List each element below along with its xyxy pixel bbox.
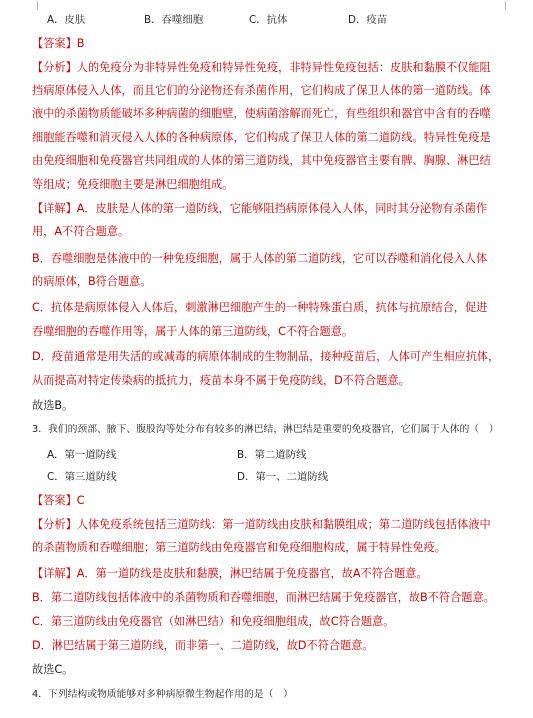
q3-option-b: B．第二道防线 xyxy=(237,449,307,461)
q2-analysis-line: 液中的杀菌物质能破坏多种病菌的细胞壁，使病菌溶解而死亡，有些组织和器官中含有的吞噬 xyxy=(32,107,491,120)
q2-detail-line: 【详解】A．皮肤是人体的第一道防线，它能够阻挡病原体侵入人体，同时其分泌物有杀菌作 xyxy=(32,202,488,215)
q2-detail-line: D．疫苗通常是用失活的或减毒的病原体制成的生物制品，接种疫苗后，人体可产生相应抗体， xyxy=(32,350,500,363)
q2-conclusion: 故选B。 xyxy=(32,399,74,412)
q3-option-a: A．第一道防线 xyxy=(47,449,117,461)
q2-analysis-line: 【分析】人的免疫分为非特异性免疫和特异性免疫，非特异性免疫包括：皮肤和黏膜不仅能阻 xyxy=(32,61,491,74)
q2-detail-line: 的病原体，B符合题意。 xyxy=(32,275,152,288)
q3-stem: 3．我们的颈部、腋下、腹股沟等处分布有较多的淋巴结，淋巴结是重要的免疫器官，它们属于人体的（ ） xyxy=(32,424,499,435)
q3-answer: 【答案】C xyxy=(32,494,85,507)
q2-answer: 【答案】B xyxy=(32,37,85,50)
q2-analysis-line: 细胞能吞噬和消灭侵入人体的各种病原体，它们构成了保卫人体的第二道防线。特异性免疫是 xyxy=(32,131,491,144)
q3-detail-line: C．第三道防线由免疫器官（如淋巴结）和免疫细胞组成，故C符合题意。 xyxy=(32,615,395,628)
page-corner-mark-left xyxy=(28,1,38,10)
q3-option-d: D．第一、二道防线 xyxy=(237,471,329,483)
q2-detail-line: B．吞噬细胞是体液中的一种免疫细胞，属于人体的第二道防线，它可以吞噬和消化侵入人体 xyxy=(32,252,488,265)
q2-detail-line: 从而提高对特定传染病的抵抗力，疫苗本身不属于免疫防线，D不符合题意。 xyxy=(32,374,410,387)
page-corner-mark-right xyxy=(505,1,515,10)
q2-detail-line: 吞噬细胞的吞噬作用等，属于人体的第三道防线，C不符合题意。 xyxy=(32,325,354,338)
q3-analysis-line: 【分析】人体免疫系统包括三道防线：第一道防线由皮肤和黏膜组成；第二道防线包括体液中 xyxy=(32,518,491,531)
q3-detail-line: B．第二道防线包括体液中的杀菌物质和吞噬细胞，而淋巴结属于免疫器官，故B不符合题意。 xyxy=(32,591,495,604)
q2-detail-line: 用，A不符合题意。 xyxy=(32,225,130,238)
q3-detail-line: 【详解】A．第一道防线是皮肤和黏膜，淋巴结属于免疫器官，故A不符合题意。 xyxy=(32,567,428,580)
q4-stem: 4．下列结构或物质能够对多种病原微生物起作用的是（ ） xyxy=(32,689,293,700)
q2-analysis-line: 等组成；免疫细胞主要是淋巴细胞组成。 xyxy=(32,178,234,191)
q2-analysis-line: 由免疫细胞和免疫器官共同组成的人体的第三道防线，其中免疫器官主要有脾、胸腺、淋巴结 xyxy=(32,154,491,167)
q3-option-c: C．第三道防线 xyxy=(47,471,117,483)
q2-analysis-line: 挡病原体侵入人体，而且它们的分泌物还有杀菌作用，它们构成了保卫人体的第一道防线。体 xyxy=(32,84,491,97)
q2-option-a: A．皮肤 xyxy=(47,14,86,26)
q3-conclusion: 故选C。 xyxy=(32,663,74,676)
q2-detail-line: C．抗体是病原体侵入人体后，刺激淋巴细胞产生的一种特殊蛋白质，抗体与抗原结合，促进 xyxy=(32,301,488,314)
q2-option-d: D．疫苗 xyxy=(348,14,388,26)
q3-analysis-line: 的杀菌物质和吞噬细胞；第三道防线由免疫器官和免疫细胞构成，属于特异性免疫。 xyxy=(32,541,446,554)
q2-option-c: C．抗体 xyxy=(249,14,288,26)
q2-option-b: B．吞噬细胞 xyxy=(144,14,204,26)
q3-detail-line: D．淋巴结属于第三道防线，而非第一、二道防线，故D不符合题意。 xyxy=(32,639,374,652)
